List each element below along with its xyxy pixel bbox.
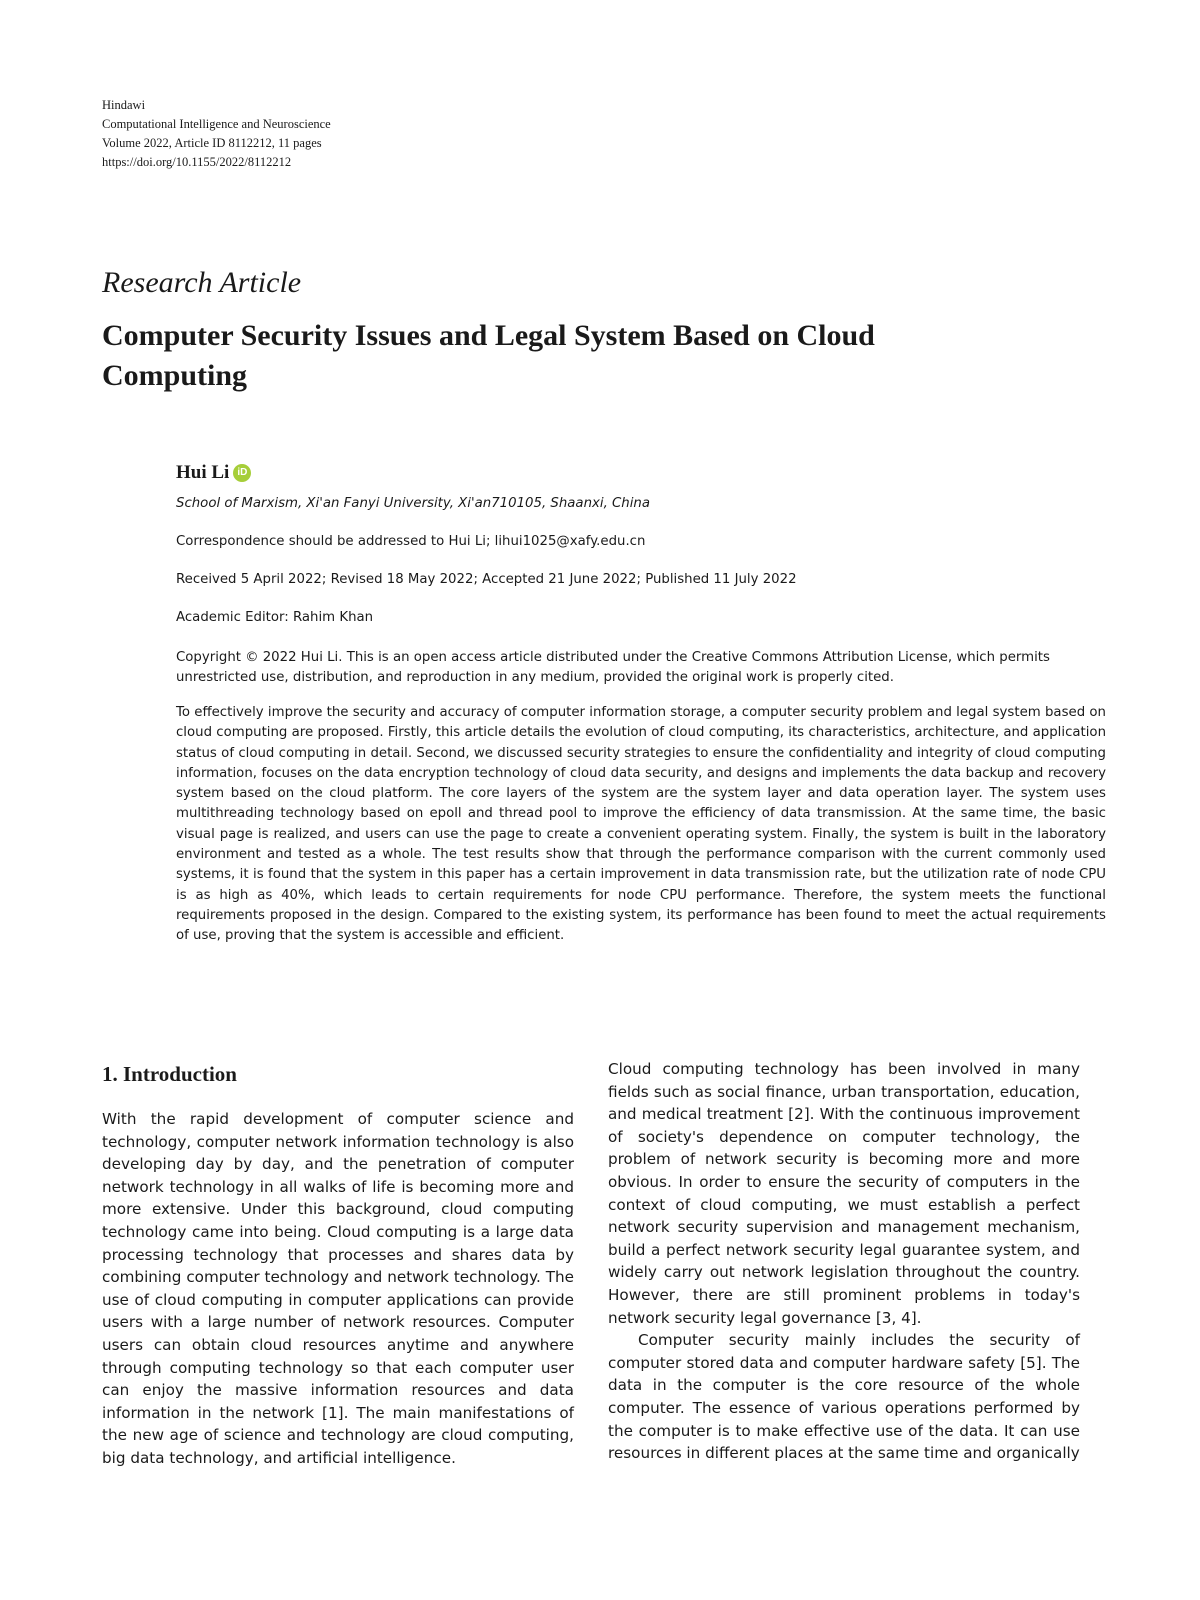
publication-dates: Received 5 April 2022; Revised 18 May 2022; Accepted 21 June 2022; Published 11 July 2022 <box>176 572 797 587</box>
doi-link[interactable]: https://doi.org/10.1155/2022/8112212 <box>102 155 292 169</box>
author-name: Hui Li <box>176 462 230 483</box>
journal-name: Computational Intelligence and Neuroscience <box>102 117 331 131</box>
orcid-icon[interactable]: iD <box>233 464 251 482</box>
academic-editor: Academic Editor: Rahim Khan <box>176 610 374 625</box>
author-line <box>176 462 251 484</box>
article-type: Research Article <box>102 266 302 299</box>
article-title: Computer Security Issues and Legal System Based on Cloud Computing <box>102 319 875 392</box>
intro-paragraph: With the rapid development of computer science and technology, computer network information technology is also developing day by day, and the penetration of computer network technology in all walks of life is becoming more and more extensive. Under this background, cloud computing technology came into being. Cloud computing is a large data processing technology that processes and shares data by combining computer technology and network technology. The use of cloud computing in computer applications can provide users with a large number of network resources. Computer users can obtain cloud resources anytime and anywhere through computing technology so that each computer user can enjoy the massive information resources and data information in the network [1]. The main manifestations of the new age of science and technology are cloud computing, big data technology, and artificial intelligence. <box>102 1110 574 1467</box>
left-column <box>102 1060 574 1470</box>
body-paragraph: Cloud computing technology has been involved in many fields such as social finance, urban transportation, education, and medical treatment [2]. With the continuous improvement of society's dependence on computer technology, the problem of network security is becoming more and more obvious. In order to ensure the security of computers in the context of cloud computing, we must establish a perfect network security supervision and management mechanism, build a perfect network security legal guarantee system, and widely carry out network legislation throughout the country. However, there are still prominent problems in today's network security legal governance [3, 4]. <box>608 1060 1080 1327</box>
right-column <box>608 1058 1080 1465</box>
body-paragraph: Computer security mainly includes the security of computer stored data and computer hardware safety [5]. The data in the computer is the core resource of the whole computer. The essence of various operations performed by the computer is to make effective use of the data. It can use resources in different places at the same time and organically <box>608 1331 1080 1463</box>
affiliation: School of Marxism, Xi'an Fanyi University, Xi'an710105, Shaanxi, China <box>176 496 651 511</box>
publisher-name: Hindawi <box>102 98 146 112</box>
volume-info: Volume 2022, Article ID 8112212, 11 pages <box>102 136 322 150</box>
section-heading: 1. Introduction <box>102 1062 237 1086</box>
journal-header <box>102 96 331 172</box>
abstract: To effectively improve the security and accuracy of computer information storage, a computer security problem and legal system based on cloud computing are proposed. Firstly, this article details the evolution of cloud computing, its characteristics, architecture, and application status of cloud computing in detail. Second, we discussed security strategies to ensure the confidentiality and integrity of cloud computing information, focuses on the data encryption technology of cloud data security, and designs and implements the data backup and recovery system based on the cloud platform. The core layers of the system are the system layer and data operation layer. The system uses multithreading technology based on epoll and thread pool to improve the efficiency of data transmission. At the same time, the basic visual page is realized, and users can use the page to create a convenient operating system. Finally, the system is built in the laboratory environment and tested as a whole. The test results show that through the performance comparison with the current commonly used systems, it is found that the system in this paper has a certain improvement in data transmission rate, but the utilization rate of node CPU is as high as 40%, which leads to certain requirements for node CPU performance. Therefore, the system meets the functional requirements proposed in the design. Compared to the existing system, its performance has been found to meet the actual requirements of use, proving that the system is accessible and efficient. <box>176 705 1106 944</box>
correspondence: Correspondence should be addressed to Hui Li; lihui1025@xafy.edu.cn <box>176 534 646 549</box>
copyright-notice: Copyright © 2022 Hui Li. This is an open access article distributed under the Creative Commons Attribution License, which permits unrestricted use, distribution, and reproduction in any medium, provided the original work is properly cited. <box>176 650 1050 685</box>
